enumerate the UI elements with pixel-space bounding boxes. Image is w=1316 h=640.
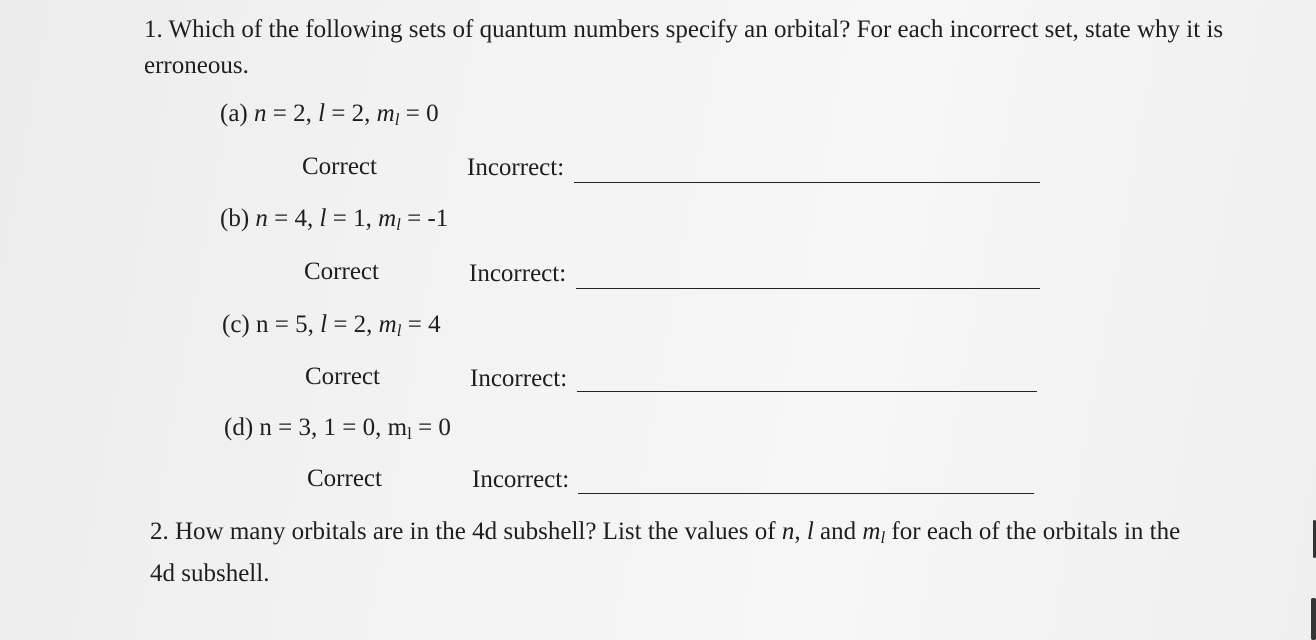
incorrect-label-d: Incorrect: [472,466,570,493]
item-b: (b) n = 4, l = 1, $m_l = -1$ [220,205,449,234]
correct-option-a[interactable]: Correct [302,153,377,180]
item-c: (c) n = 5, l = 2, $m_l = 4$ [222,311,441,340]
item-a: (a) n = 2, l = 2, $m_l = 0$ [220,100,439,129]
page-edge-mark [1311,598,1316,640]
incorrect-answer-blank-d[interactable] [578,493,1034,494]
incorrect-answer-blank-c[interactable] [577,391,1037,392]
correct-option-b[interactable]: Correct [304,258,379,285]
incorrect-label-b: Incorrect: [469,260,567,287]
incorrect-answer-blank-b[interactable] [576,288,1040,289]
correct-option-c[interactable]: Correct [305,363,380,390]
item-d: (d) n = 3, 1 = 0, ml = 0 [224,414,451,443]
question-1-text: 1. Which of the following sets of quantum numbers specify an orbital? For each incorrect set, state why it is erroneous. [144,16,1224,79]
incorrect-label-c: Incorrect: [470,365,568,392]
question-2-text: 2. How many orbitals are in the 4d subshell? List the values of n, l and $m_l$ for each of the orbitals in the 4d subshell. [150,518,1181,587]
incorrect-answer-blank-a[interactable] [574,182,1040,183]
correct-option-d[interactable]: Correct [307,465,382,492]
incorrect-label-a: Incorrect: [467,154,565,181]
